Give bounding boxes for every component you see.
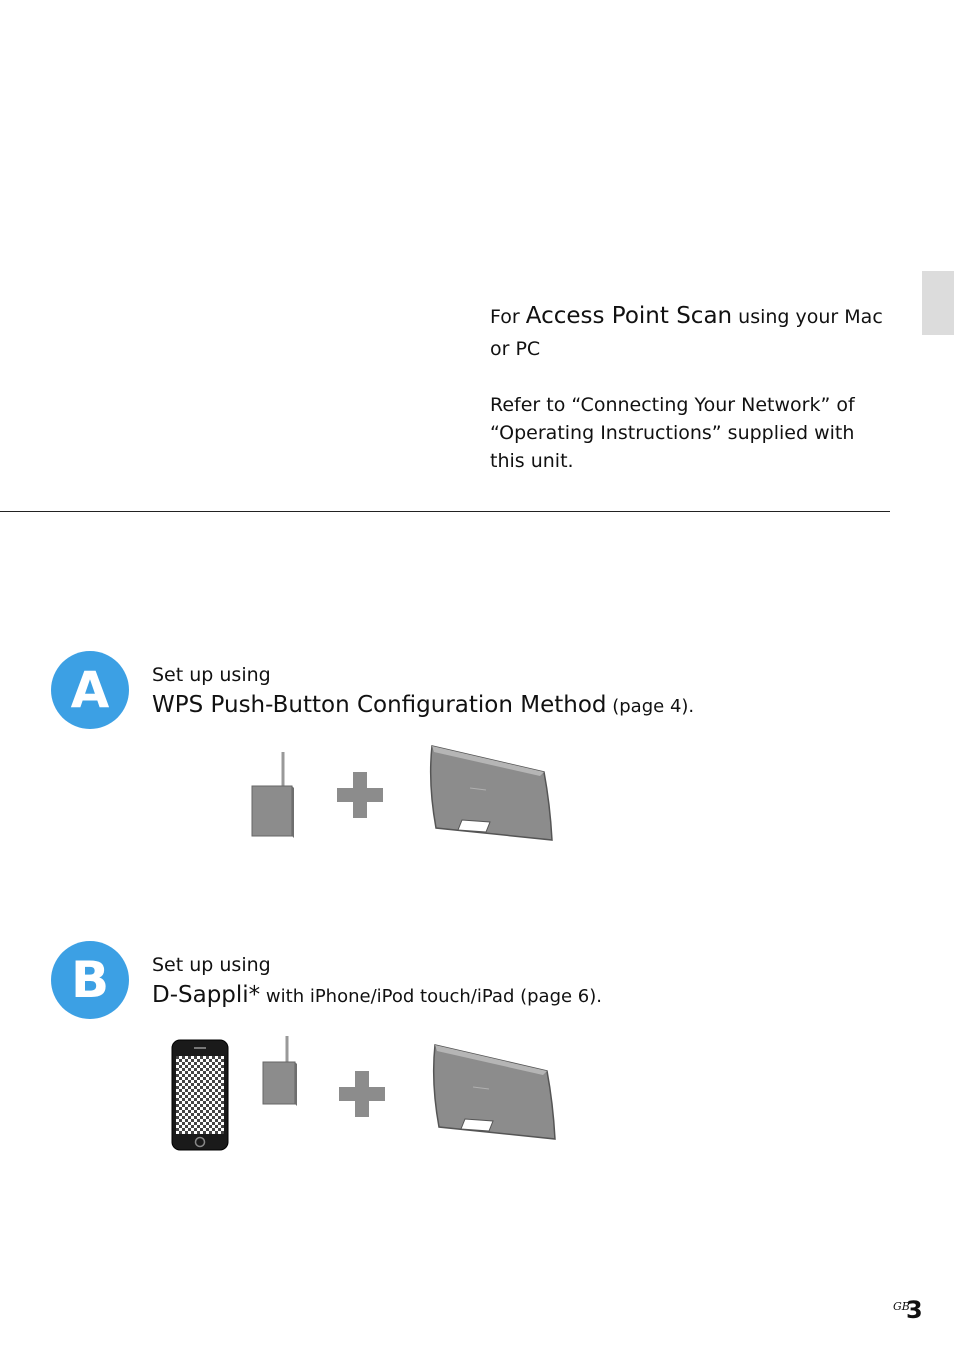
side-tab-marker	[922, 271, 954, 335]
section-divider	[0, 511, 890, 512]
option-a-method-name: WPS Push-Button Configuration Method	[152, 692, 607, 718]
option-a-intro: Set up using	[152, 664, 271, 686]
access-suffix: using your Mac	[732, 306, 883, 328]
router-icon	[261, 1034, 301, 1108]
option-a-page-note: (page 4).	[606, 696, 695, 717]
option-b-page-note: with iPhone/iPod touch/iPad (page 6).	[260, 986, 602, 1007]
option-b-intro: Set up using	[152, 954, 271, 976]
page-number: 3	[906, 1296, 923, 1324]
access-title: Access Point Scan	[525, 303, 733, 329]
plus-icon	[337, 772, 383, 818]
refer-paragraph	[490, 391, 890, 475]
option-a-badge: A	[51, 651, 129, 729]
router-icon	[250, 750, 298, 840]
refer-line2: “Operating Instructions” supplied with	[490, 422, 855, 444]
access-line2: or PC	[490, 338, 541, 360]
region-code: GB	[893, 1300, 910, 1313]
access-point-scan-heading	[490, 300, 900, 365]
option-b-badge: B	[51, 941, 129, 1019]
option-b-method	[152, 980, 852, 1012]
speaker-dock-icon	[426, 744, 556, 846]
access-prefix: For	[490, 306, 526, 328]
speaker-dock-icon	[429, 1043, 559, 1145]
smartphone-icon	[170, 1038, 230, 1152]
option-b-method-name: D-Sappli*	[152, 982, 261, 1008]
option-a-method	[152, 690, 852, 722]
plus-icon	[339, 1071, 385, 1117]
refer-line3: this unit.	[490, 450, 574, 472]
refer-line1: Refer to “Connecting Your Network” of	[490, 394, 855, 416]
